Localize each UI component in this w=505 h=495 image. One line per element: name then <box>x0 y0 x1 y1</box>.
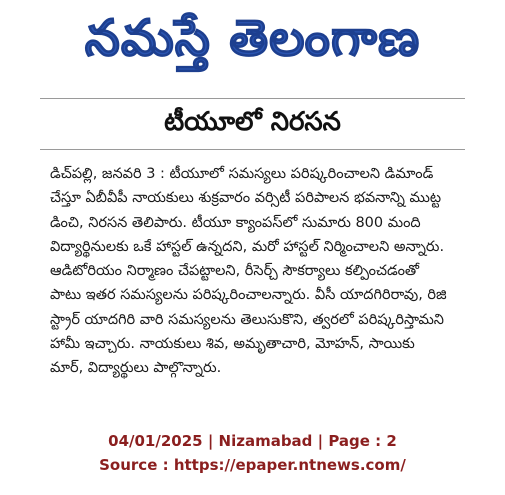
article-line: మార్, విద్యార్థులు పాల్గొన్నారు. <box>50 360 222 377</box>
article-line: ఆడిటోరియం నిర్మాణం చేపట్టాలని, రీసెర్చ్ సౌకర్యాలు కల్పించడంతో <box>50 263 420 280</box>
article-line: స్ట్రార్ యాదగిరి వారి సమస్యలను తెలుసుకొని, త్వరలో పరిష్కరిస్తామని <box>50 311 444 328</box>
article-headline <box>0 106 505 144</box>
headline-bottom-rule <box>40 149 465 150</box>
article-line: డిచ్‌పల్లి, జనవరి 3 : టీయూలో సమస్యలు పరిష్కరించాలని డిమాండ్ <box>50 166 434 182</box>
footer-source: Source : https://epaper.ntnews.com/ <box>99 456 406 474</box>
article-line: విద్యార్థినులకు ఒకే హాస్టల్ ఉన్నదని, మరో హాస్టల్ నిర్మించాలని అన్నారు. <box>50 238 445 255</box>
newspaper-masthead <box>0 8 505 80</box>
article-body <box>50 162 480 381</box>
article-line: పాటు ఇతర సమస్యలను పరిష్కరించాలన్నారు. వీసీ యాదగిరిరావు, రిజి <box>50 287 447 304</box>
article-line: హామీ ఇచ్చారు. నాయకులు శివ, అమృతాచారి, మోహన్, సాయికు <box>50 336 415 353</box>
article-line: డించి, నిరసన తెలిపారు. టీయూ క్యాంపస్‌లో సుమారు 800 మంది <box>50 214 421 231</box>
article-line: చేస్తూ ఏబీవీపీ నాయకులు శుక్రవారం వర్సిటీ పరిపాలన భవనాన్ని ముట్ట <box>50 190 442 207</box>
headline-text: టీయూలో నిరసన <box>164 107 341 137</box>
masthead-title: నమస్తే తెలంగాణ <box>84 8 421 67</box>
headline-top-rule <box>40 98 465 99</box>
footer-edition-info: 04/01/2025 | Nizamabad | Page : 2 <box>108 432 397 450</box>
